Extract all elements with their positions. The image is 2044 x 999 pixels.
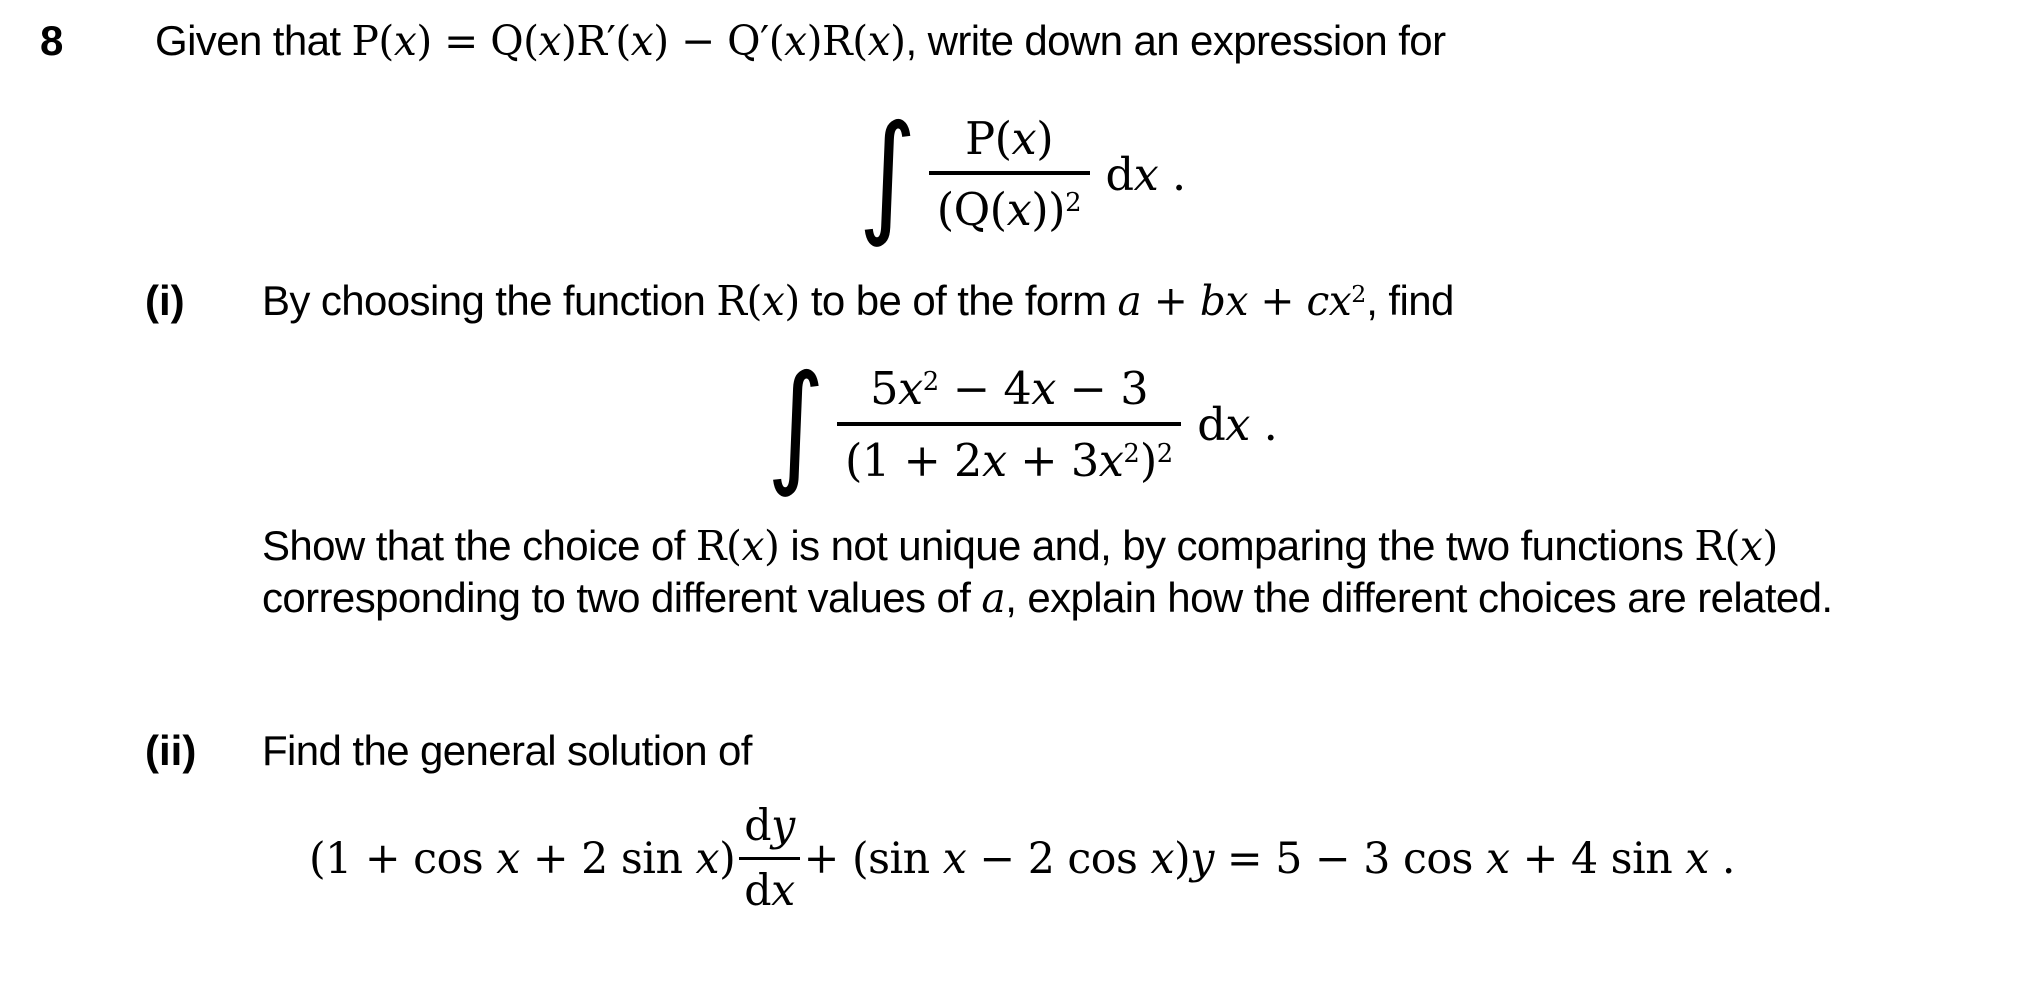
question-number: 8: [40, 17, 64, 64]
display-equation-quadratic-integral: [0, 347, 2044, 501]
part-i-paragraph: [262, 520, 2044, 624]
integral-sign: ∫: [766, 347, 826, 501]
part-i-text: By choosing the function R(x) to be of the form a + bx + $cx^2$, find: [262, 277, 1454, 326]
part-ii-row: [145, 724, 2044, 779]
derivative-fraction: [739, 801, 799, 916]
fraction-denominator: $(1 + 2x + 3x^2)^2$: [837, 422, 1181, 485]
part-ii-label: (ii): [145, 726, 197, 774]
fraction-denominator: $(Q(x))^2$: [929, 171, 1090, 234]
differential-dx: dx .: [1105, 148, 1186, 201]
integral-sign: ∫: [858, 97, 917, 251]
fraction-numerator: dy: [744, 801, 795, 852]
display-equation-ode: [0, 801, 2044, 916]
question-intro-text: Given that P(x) = Q(x)R′(x) − Q′(x)R(x), write down an expression for: [155, 17, 1446, 65]
ode-right-side: + (sin x − 2 cos x)y = 5 − 3 cos x + 4 sin x .: [803, 834, 1735, 884]
question-intro-row: [40, 14, 2044, 69]
part-i-label: (i): [145, 277, 185, 325]
part-ii-text: Find the general solution of: [262, 726, 752, 774]
fraction: [929, 114, 1090, 235]
differential-dx: dx .: [1197, 399, 1278, 452]
fraction: [837, 364, 1181, 485]
paragraph-line-1: Show that the choice of R(x) is not unique and, by comparing the two functions R(x): [262, 521, 1778, 570]
fraction-denominator: dx: [739, 857, 799, 914]
part-i-row: [145, 274, 2044, 329]
ode-left-factor: (1 + cos x + 2 sin x): [308, 834, 736, 884]
fraction-numerator: P(x): [965, 112, 1054, 165]
fraction-numerator: $5x^2 - 4x - 3$: [870, 362, 1149, 415]
paragraph-line-2: corresponding to two different values of a, explain how the different choices are related.: [262, 573, 1833, 622]
display-equation-px-over-qx: [0, 97, 2044, 251]
